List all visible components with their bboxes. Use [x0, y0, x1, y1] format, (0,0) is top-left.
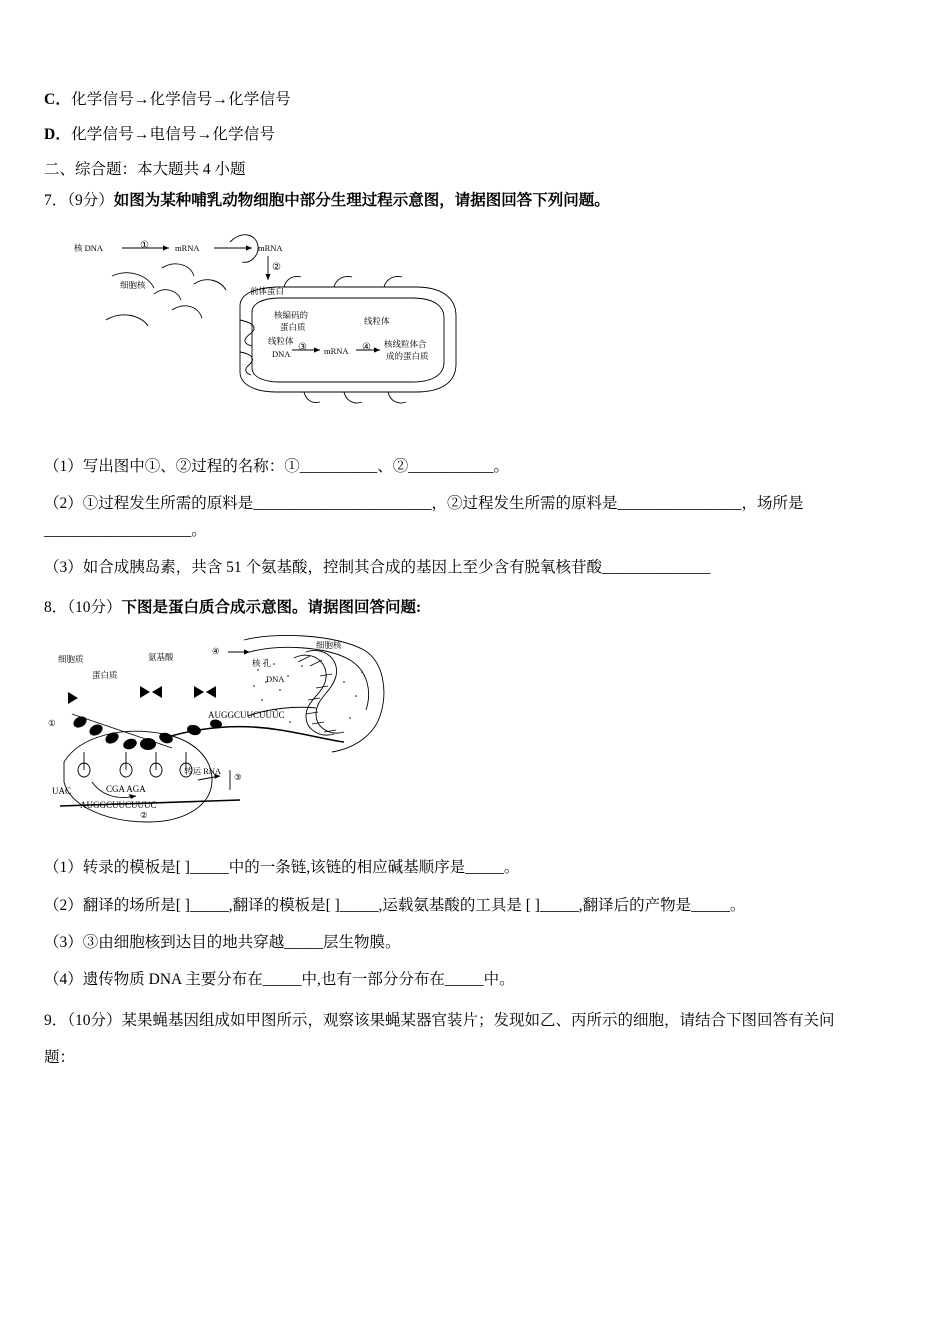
- svg-text:前体蛋白: 前体蛋白: [250, 286, 285, 297]
- svg-text:②: ②: [140, 810, 148, 821]
- question-9-text: 某果蝇基因组成如甲图所示，观察该果蝇某器官装片；发现如乙、丙所示的细胞，请结合下图回答有关问: [121, 1011, 835, 1029]
- svg-text:细胞质: 细胞质: [58, 654, 84, 665]
- svg-text:DNA: DNA: [272, 349, 291, 360]
- svg-text:①: ①: [48, 718, 56, 729]
- svg-text:③: ③: [234, 772, 242, 783]
- question-8-sub-3: （3）③由细胞核到达目的地共穿越_____层生物膜。: [44, 933, 401, 951]
- svg-text:蛋白质: 蛋白质: [280, 322, 306, 333]
- svg-text:AUGGCUUCUUUC: AUGGCUUCUUUC: [80, 800, 157, 811]
- question-9-number: 9．: [44, 1011, 68, 1029]
- question-8-text: 下图是蛋白质合成示意图。请据图回答问题:: [121, 598, 422, 616]
- svg-text:①: ①: [140, 240, 149, 252]
- svg-text:核线粒体合: 核线粒体合: [384, 339, 427, 350]
- page-content: [44, 88, 910, 1081]
- svg-text:CGA AGA: CGA AGA: [106, 784, 146, 795]
- question-7-text: 如图为某种哺乳动物细胞中部分生理过程示意图，请据图回答下列问题。: [113, 192, 610, 210]
- svg-text:核 孔: 核 孔: [252, 658, 272, 669]
- option-c-text: 化学信号→化学信号→化学信号: [71, 91, 291, 108]
- svg-text:氨基酸: 氨基酸: [148, 652, 174, 663]
- svg-text:③: ③: [298, 342, 307, 354]
- svg-text:转运 RNA: 转运 RNA: [184, 766, 222, 777]
- option-c: [44, 88, 910, 112]
- figure-question-7: [44, 224, 910, 439]
- question-9-score: （10分）: [67, 1011, 122, 1029]
- svg-text:蛋白质: 蛋白质: [92, 670, 118, 681]
- question-8-score: （10分）: [67, 598, 122, 616]
- svg-text:mRNA: mRNA: [324, 346, 349, 357]
- svg-text:核编码的: 核编码的: [274, 310, 309, 321]
- mammal-cell-process-diagram: [44, 224, 524, 439]
- svg-text:线粒体: 线粒体: [364, 316, 390, 327]
- question-7-score: （9分）: [67, 192, 114, 210]
- option-d-label: D．: [44, 126, 72, 144]
- option-d-text: 化学信号→电信号→化学信号: [71, 126, 276, 144]
- question-8-sub-4: （4）遗传物质 DNA 主要分布在_____中,也有一部分分布在_____中。: [44, 970, 515, 988]
- svg-text:线粒体: 线粒体: [268, 336, 294, 347]
- question-8-sub-1: （1）转录的模板是[ ]_____中的一条链,该链的相应碱基顺序是_____。: [44, 859, 520, 877]
- section-heading: 二、综合题：本大题共 4 小题: [44, 161, 246, 179]
- question-7-number: 7．: [44, 192, 68, 210]
- question-9-stem-cont: 题：: [44, 1048, 76, 1066]
- question-7-sub-1: （1）写出图中①、②过程的名称：①__________、②___________。: [44, 458, 510, 476]
- option-c-label: C．: [44, 91, 72, 108]
- figure-question-8: [44, 630, 910, 840]
- protein-synthesis-diagram: [44, 630, 394, 840]
- svg-text:②: ②: [272, 262, 281, 274]
- svg-text:mRNA: mRNA: [258, 243, 283, 254]
- question-7-sub-3: （3）如合成胰岛素，共含 51 个氨基酸，控制其合成的基因上至少含有脱氧核苷酸______________: [44, 559, 711, 577]
- svg-text:④: ④: [212, 646, 220, 657]
- option-d: [44, 123, 910, 147]
- question-7-sub-2: （2）①过程发生所需的原料是_______________________，②过程发生所需的原料是________________，场所是___________________。: [44, 495, 804, 540]
- svg-text:核 DNA: 核 DNA: [74, 243, 104, 254]
- svg-text:细胞核: 细胞核: [316, 640, 342, 651]
- svg-text:成的蛋白质: 成的蛋白质: [386, 351, 429, 362]
- svg-text:④: ④: [362, 342, 371, 354]
- question-8-sub-2: （2）翻译的场所是[ ]_____,翻译的模板是[ ]_____,运载氨基酸的工具是 [ ]_____,翻译后的产物是_____。: [44, 896, 746, 914]
- svg-text:DNA: DNA: [266, 674, 285, 685]
- svg-text:细胞核: 细胞核: [120, 280, 146, 291]
- svg-text:mRNA: mRNA: [175, 243, 200, 254]
- svg-text:AUGGCUUCUUUC: AUGGCUUCUUUC: [208, 710, 285, 721]
- question-8-stem: [44, 596, 910, 621]
- question-9-stem: [44, 1009, 910, 1034]
- question-8-number: 8．: [44, 598, 68, 616]
- svg-text:UAC: UAC: [52, 786, 72, 797]
- question-7-stem: [44, 189, 910, 214]
